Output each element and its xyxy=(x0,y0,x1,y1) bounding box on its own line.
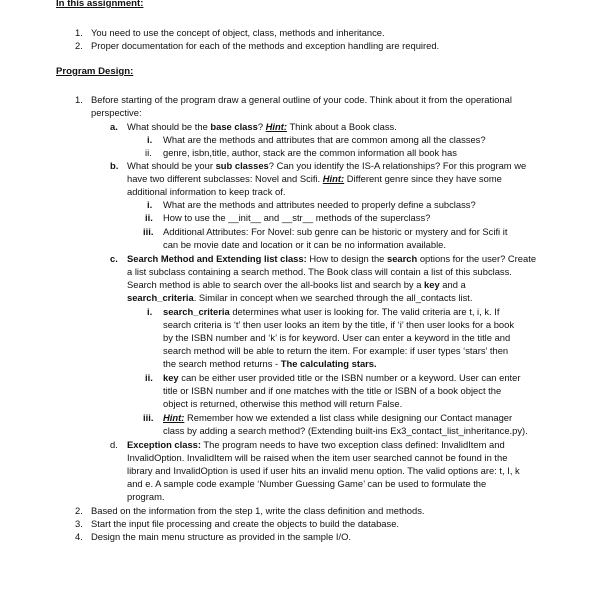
b-iii-line2: can be movie date and location or it can be no information available. xyxy=(163,239,446,250)
b-ii-num: ii. xyxy=(145,212,153,223)
d-label: d. xyxy=(110,439,118,450)
b-label: b. xyxy=(110,160,119,171)
intro-item-2-num: 2. xyxy=(75,40,83,51)
d-line5: program. xyxy=(127,491,165,502)
d-line2: InvalidOption. InvalidItem will be raised when the item user searched cannot be found in the xyxy=(127,452,508,463)
c-ii-num: ii. xyxy=(145,372,153,383)
b-i-num: i. xyxy=(147,199,153,210)
b-iii-num: iii. xyxy=(143,226,154,237)
d-line4: and e. A sample code example ‘Number Guessing Game’ can be used to formulate the xyxy=(127,478,487,489)
c-ii-line3: object is returned, otherwise this method will return False. xyxy=(163,398,403,409)
b-line3: additional information to keep track of. xyxy=(127,186,286,197)
c-ii-line1: key can be either user provided title or the ISBN number or a keyword. User can enter xyxy=(163,372,521,383)
intro-item-1-num: 1. xyxy=(75,27,83,38)
step2-text: Based on the information from the step 1, write the class definition and methods. xyxy=(91,505,425,516)
c-i-line4: search method will be able to return the item. For example: if user types ‘stars’ then xyxy=(163,345,509,356)
step1-line2: perspective: xyxy=(91,107,142,118)
c-iii-line2: class by adding a search method? (Extending built-ins Ex3_contact_list_inheritance.py). xyxy=(163,425,528,436)
c-ii-line2: title or ISBN number and if one matches with the title or ISBN of a book object the xyxy=(163,385,502,396)
c-label: c. xyxy=(110,253,118,264)
a-line: What should be the base class? Hint: Think about a Book class. xyxy=(127,121,397,132)
a-ii-text: genre, isbn,title, author, stack are the common information all book has xyxy=(163,147,457,158)
c-iii-num: iii. xyxy=(143,412,154,423)
c-line2: a list subclass containing a search method. The Book class will contain a list of this subclass. xyxy=(127,266,512,277)
a-i-num: i. xyxy=(147,134,153,145)
step2-num: 2. xyxy=(75,505,83,516)
step1-line1: Before starting of the program draw a general outline of your code. Think about it from the operational xyxy=(91,94,512,105)
step4-text: Design the main menu structure as provided in the sample I/O. xyxy=(91,531,352,542)
design-heading: Program Design: xyxy=(56,66,134,77)
intro-item-1-text: You need to use the concept of object, class, methods and inheritance. xyxy=(91,27,385,38)
step3-num: 3. xyxy=(75,518,83,529)
c-line1: Search Method and Extending list class: How to design the search options for the user? Create xyxy=(127,253,537,264)
d-line1: Exception class: The program needs to have two exception class defined: InvalidItem and xyxy=(127,439,505,450)
intro-heading: In this assignment: xyxy=(56,0,144,9)
step4-num: 4. xyxy=(75,531,83,542)
d-line3: library and InvalidOption is used if user hits an invalid menu option. The valid options are: t, I, k xyxy=(127,465,520,476)
a-label: a. xyxy=(110,121,118,132)
b-line2: have two different subclasses: Novel and Scifi. Hint: Different genre since they have some xyxy=(127,173,502,184)
c-i-line5: the search method returns - The calculating stars. xyxy=(163,358,377,369)
b-ii-text: How to use the __init__ and __str__ methods of the superclass? xyxy=(163,212,431,223)
b-line1: What should be your sub classes? Can you identify the IS-A relationships? For this program we xyxy=(127,160,527,171)
c-i-line3: by the ISBN number and ‘k’ is for keyword. User can enter a keyword in the title and xyxy=(163,332,511,343)
c-iii-line1: Hint: Remember how we extended a list class while designing our Contact manager xyxy=(163,412,513,423)
c-line3: Search method is able to search over the all-books list and search by a key and a xyxy=(127,279,466,290)
a-ii-num: ii. xyxy=(145,147,152,158)
step3-text: Start the input file processing and create the objects to build the database. xyxy=(91,518,400,529)
c-i-line2: search criteria is ‘t’ then user looks an item by the title, if ‘i’ then user looks for a book xyxy=(163,319,515,330)
intro-item-2-text: Proper documentation for each of the methods and exception handling are required. xyxy=(91,40,440,51)
a-i-text: What are the methods and attributes that are common among all the classes? xyxy=(163,134,486,145)
c-line4: search_criteria. Similar in concept when we searched through the all_contacts list. xyxy=(127,292,473,303)
step1-num: 1. xyxy=(75,94,83,105)
b-iii-line1: Additional Attributes: For Novel: sub genre can be historic or mystery and for Scifi it xyxy=(163,226,508,237)
c-i-num: i. xyxy=(147,306,153,317)
b-i-text: What are the methods and attributes needed to properly define a subclass? xyxy=(163,199,476,210)
c-i-line1: search_criteria determines what user is looking for. The valid criteria are t, i, k. If xyxy=(163,306,500,317)
